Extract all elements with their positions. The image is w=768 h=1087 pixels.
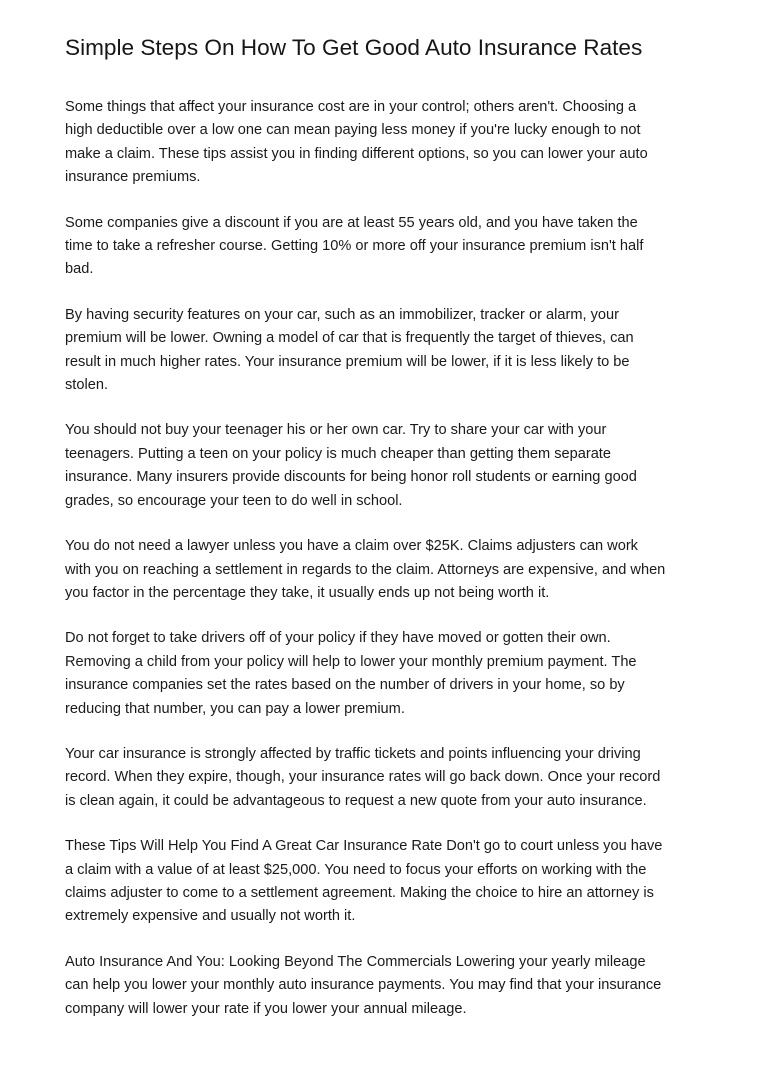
- paragraph-line: premium will be lower. Owning a model of car that is frequently the target of thieves, can: [65, 330, 634, 347]
- paragraph-line: Auto Insurance And You: Looking Beyond The Commercials Lowering your yearly mileage: [65, 953, 646, 970]
- paragraph-line: result in much higher rates. Your insurance premium will be lower, if it is less likely to be: [65, 353, 630, 370]
- paragraph-line: These Tips Will Help You Find A Great Car Insurance Rate Don't go to court unless you have: [65, 838, 663, 855]
- paragraph-line: insurance companies set the rates based on the number of drivers in your home, so by: [65, 677, 625, 694]
- paragraph-line: record. When they expire, though, your insurance rates will go back down. Once your record: [65, 769, 661, 786]
- paragraph-line: Removing a child from your policy will help to lower your monthly premium payment. The: [65, 653, 637, 670]
- paragraph-line: make a claim. These tips assist you in finding different options, so you can lower your auto: [65, 145, 648, 162]
- paragraph-8: [65, 835, 705, 929]
- paragraph-5: [65, 535, 705, 605]
- paragraph-line: reducing that number, you can pay a lower premium.: [65, 700, 405, 717]
- paragraph-line: insurance. Many insurers provide discounts for being honor roll students or earning good: [65, 469, 637, 486]
- paragraph-1: [65, 96, 705, 190]
- paragraph-line: By having security features on your car, such as an immobilizer, tracker or alarm, your: [65, 306, 619, 323]
- document-page: [65, 30, 705, 1043]
- paragraph-line: time to take a refresher course. Getting 10% or more off your insurance premium isn't half: [65, 238, 644, 255]
- paragraph-2: [65, 212, 705, 282]
- paragraph-line: can help you lower your monthly auto insurance payments. You may find that your insurance: [65, 977, 662, 994]
- paragraph-line: grades, so encourage your teen to do well in school.: [65, 492, 403, 509]
- paragraph-3: [65, 304, 705, 398]
- paragraph-line: You should not buy your teenager his or her own car. Try to share your car with your: [65, 422, 607, 439]
- paragraph-line: You do not need a lawyer unless you have a claim over $25K. Claims adjusters can work: [65, 538, 638, 555]
- paragraph-line: with you on reaching a settlement in regards to the claim. Attorneys are expensive, and when: [65, 561, 666, 578]
- document-title: Simple Steps On How To Get Good Auto Insurance Rates: [65, 35, 643, 60]
- paragraph-line: stolen.: [65, 377, 108, 394]
- paragraph-line: extremely expensive and usually not worth it.: [65, 908, 356, 925]
- paragraph-line: you factor in the percentage they take, it usually ends up not being worth it.: [65, 584, 550, 601]
- paragraph-line: high deductible over a low one can mean paying less money if you're lucky enough to not: [65, 122, 641, 139]
- paragraph-line: is clean again, it could be advantageous to request a new quote from your auto insurance.: [65, 792, 647, 809]
- paragraph-9: [65, 951, 705, 1021]
- paragraph-line: Do not forget to take drivers off of your policy if they have moved or gotten their own.: [65, 630, 611, 647]
- paragraph-line: Some things that affect your insurance cost are in your control; others aren't. Choosing a: [65, 99, 637, 115]
- paragraph-line: teenagers. Putting a teen on your policy is much cheaper than getting them separate: [65, 445, 611, 462]
- paragraph-4: [65, 419, 705, 513]
- paragraph-6: [65, 627, 705, 721]
- paragraph-7: [65, 743, 705, 813]
- paragraph-line: Your car insurance is strongly affected by traffic tickets and points influencing your driving: [65, 745, 641, 762]
- paragraph-line: claims adjuster to come to a settlement agreement. Making the choice to hire an attorney is: [65, 884, 654, 901]
- paragraph-line: a claim with a value of at least $25,000. You need to focus your efforts on working with the: [65, 861, 647, 878]
- paragraph-line: insurance premiums.: [65, 169, 201, 186]
- paragraph-line: Some companies give a discount if you are at least 55 years old, and you have taken the: [65, 214, 638, 231]
- paragraph-line: bad.: [65, 261, 94, 278]
- paragraph-line: company will lower your rate if you lower your annual mileage.: [65, 1000, 467, 1017]
